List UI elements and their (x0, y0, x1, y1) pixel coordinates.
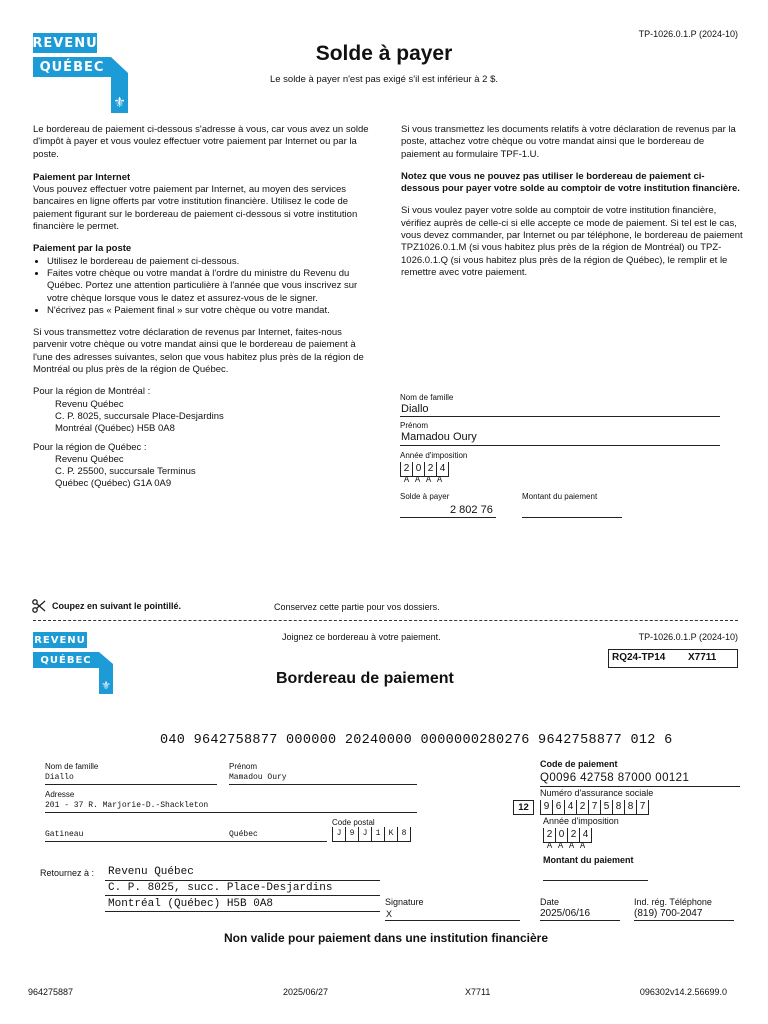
retour-label: Retournez à : (40, 868, 95, 878)
svg-text:⚜: ⚜ (113, 95, 126, 111)
annee-sublabels (401, 475, 445, 484)
slip-nom-label: Nom de famille (45, 762, 99, 771)
internet-heading: Paiement par Internet (33, 171, 131, 183)
code-postal-char: 9 (345, 827, 358, 841)
slip-form-code: TP-1026.0.1.P (2024-10) (638, 632, 738, 642)
annee-digit: 2 (543, 828, 555, 842)
post-bullet: • N'écrivez pas « Paiement final » sur votre chèque ou votre mandat. (47, 305, 373, 317)
date-line (540, 920, 620, 921)
address-line: Québec (Québec) G1A 0A9 (55, 478, 172, 490)
slip-montant-line (543, 880, 648, 881)
nas-digit: 6 (552, 800, 564, 814)
signature-value: X (386, 909, 393, 919)
slip-annee-label: Année d'imposition (543, 816, 619, 826)
prenom-value: Mamadou Oury (401, 431, 477, 443)
date-label: Date (540, 897, 560, 907)
post-bullet: • Faites votre chèque ou votre mandat à l'ordre du ministre du Revenu du Québec. Portez une attention particulière à l'année que vous inscrivez sur votre chèque lorsque vous le datez et assurez-vous de le signer. (47, 268, 373, 305)
signature-label: Signature (385, 897, 424, 907)
nas-digit: 2 (576, 800, 588, 814)
annee-sublabel: A (414, 475, 421, 484)
code-postal-char: 8 (397, 827, 411, 841)
telephone-line (634, 920, 734, 921)
retour-top-rule (105, 880, 380, 881)
logo-quebec: QUÉBEC (33, 57, 111, 77)
solde-value: 2 802 76 (450, 504, 493, 516)
annee-digit: 4 (436, 462, 449, 476)
nas-digit: 8 (624, 800, 636, 814)
code-postal-char: 1 (371, 827, 384, 841)
nom-value: Diallo (401, 403, 429, 415)
ref-code-1: RQ24-TP14 (612, 652, 666, 663)
nas-label: Numéro d'assurance sociale (540, 788, 654, 798)
right-paragraph-2: Notez que vous ne pouvez pas utiliser le bordereau de paiement ci-dessous pour payer votre solde au comptoir de votre institution financière. (401, 170, 740, 195)
slip-nom-value: Diallo (45, 773, 74, 782)
internet-return-text: Si vous transmettez votre déclaration de revenus par Internet, faites-nous parvenir votre chèque ou votre mandat ainsi que le bordereau de paiement à l'une des adresses suivantes, selon que vous habitez plus près de la région de Montréal ou plus près de la région de Québec. (33, 327, 364, 376)
internet-text: Vous pouvez effectuer votre paiement par Internet, au moyen des services bancaires en ligne offerts par votre institution financière. Utilisez le code de paiement figurant sur le bordereau de paiement ci-dessous si votre institution financière le permet. (33, 184, 358, 233)
ref-code-2: X7711 (688, 652, 717, 663)
slip-logo (33, 632, 113, 694)
right-paragraph-3: Si vous voulez payer votre solde au comptoir de votre institution financière, vérifiez auprès de celle-ci si elle accepte ce mode de paiement. Si tel est le cas, vous devez commander, par Internet ou par téléphone, le bordereau de paiement TPZ1026.0.1.M (si vous habitez plus près de la région de Montréal) ou TPZ-1026.0.1.Q (si vous habitez plus près de la région de Québec), le remplir et le remettre avec votre paiement. (401, 205, 743, 278)
retour-line-2: C. P. 8025, succ. Place-Desjardins (108, 882, 333, 894)
prenom-line (400, 445, 720, 446)
join-text: Joignez ce bordereau à votre paiement. (282, 632, 441, 642)
slip-province-value: Québec (229, 830, 258, 839)
retour-line-3: Montréal (Québec) H5B 0A8 (108, 898, 274, 910)
retour-line-1: Revenu Québec (108, 866, 194, 878)
nom-line (400, 416, 720, 417)
page-subtitle: Le solde à payer n'est pas exigé s'il est inférieur à 2 $. (269, 74, 499, 85)
footer-code: X7711 (465, 987, 491, 997)
nas-prefix-box: 12 (513, 800, 534, 815)
address-line: Revenu Québec (55, 453, 124, 465)
svg-text:⚜: ⚜ (101, 679, 111, 692)
intro-text: Le bordereau de paiement ci-dessous s'adresse à vous, car vous avez un solde d'impôt à payer et vous voulez effectuer votre paiement par Internet ou par la poste. (33, 124, 369, 160)
slip-prenom-value: Mamadou Oury (229, 773, 287, 782)
micr-line: 040 9642758877 000000 20240000 0000000280276 9642758877 012 6 (160, 733, 673, 748)
dotted-cut-line (33, 620, 738, 621)
footer-id: 964275887 (28, 987, 74, 997)
logo-revenu: REVENU (33, 632, 87, 648)
solde-label: Solde à payer (400, 492, 450, 501)
annee-digit: 2 (400, 462, 412, 476)
post-heading: Paiement par la poste (33, 243, 132, 255)
slip-ville-line (45, 841, 327, 842)
annee-label: Année d'imposition (400, 451, 468, 460)
montreal-address (33, 399, 373, 436)
nas-digit: 7 (636, 800, 649, 814)
quebec-label: Pour la région de Québec : (33, 441, 147, 453)
nas-digit: 9 (540, 800, 552, 814)
annee-sublabel: A (579, 841, 586, 850)
code-paiement-value: Q0096 42758 87000 00121 (540, 772, 690, 784)
left-column (33, 124, 373, 491)
code-postal-label: Code postal (332, 818, 375, 827)
prenom-label: Prénom (400, 421, 429, 430)
montreal-label: Pour la région de Montréal : (33, 386, 151, 398)
solde-line (400, 517, 496, 518)
slip-reference-box (608, 649, 738, 668)
code-paiement-label: Code de paiement (540, 759, 618, 769)
post-bullet: • Utilisez le bordereau de paiement ci-dessous. (47, 256, 373, 268)
footer-version: 096302v14.2.56699.0 (639, 987, 727, 997)
retour-underline-2 (105, 895, 380, 896)
footer-date: 2025/06/27 (283, 987, 329, 997)
annee-sublabel: A (436, 475, 443, 484)
telephone-value: (819) 700-2047 (634, 908, 703, 919)
annee-sublabel: A (568, 841, 575, 850)
page-title: Solde à payer (315, 42, 453, 65)
nas-digit: 8 (612, 800, 624, 814)
logo-quebec: QUÉBEC (33, 652, 99, 668)
retour-underline-3 (105, 911, 380, 912)
slip-adresse-line (45, 812, 417, 813)
telephone-label: Ind. rég. Téléphone (634, 897, 712, 907)
annee-sublabel: A (403, 475, 410, 484)
form-code: TP-1026.0.1.P (2024-10) (638, 29, 738, 39)
address-line: Revenu Québec (55, 398, 124, 410)
annee-digit: 0 (412, 462, 424, 476)
annee-digit: 0 (555, 828, 567, 842)
annee-digit: 2 (424, 462, 436, 476)
quebec-address (33, 454, 373, 491)
slip-ville-value: Gatineau (45, 830, 84, 839)
montant-line (522, 517, 622, 518)
date-value: 2025/06/16 (540, 908, 591, 919)
nas-digit: 5 (600, 800, 612, 814)
right-paragraph-1: Si vous transmettez les documents relatifs à votre déclaration de revenus par la poste, attachez votre chèque ou votre mandat ainsi que le bordereau de paiement au formulaire TPF-1.U. (401, 124, 736, 160)
code-postal-boxes (332, 827, 411, 842)
slip-annee-sublabels (544, 841, 588, 850)
montant-label: Montant du paiement (522, 492, 598, 501)
nom-label: Nom de famille (400, 393, 454, 402)
code-postal-char: J (358, 827, 371, 841)
fleur-de-lis-icon (99, 652, 113, 694)
slip-prenom-line (229, 784, 417, 785)
annee-sublabel: A (425, 475, 432, 484)
post-bullets (33, 256, 373, 317)
address-line: C. P. 8025, succursale Place-Desjardins (55, 410, 224, 422)
nas-digit: 7 (588, 800, 600, 814)
nas-boxes (540, 800, 649, 815)
keep-label: Conservez cette partie pour vos dossiers. (274, 602, 440, 612)
address-line: C. P. 25500, succursale Terminus (55, 466, 196, 478)
right-column (401, 124, 743, 279)
code-postal-char: K (384, 827, 397, 841)
slip-adresse-label: Adresse (45, 790, 75, 799)
slip-adresse-value: 201 - 37 R. Marjorie-D.-Shackleton (45, 801, 209, 810)
slip-nom-line (45, 784, 217, 785)
cut-label: Coupez en suivant le pointillé. (52, 601, 182, 611)
logo-revenu: REVENU (33, 33, 97, 53)
annee-sublabel: A (546, 841, 553, 850)
annee-sublabel: A (557, 841, 564, 850)
code-paiement-line (540, 786, 740, 787)
nas-digit: 4 (564, 800, 576, 814)
non-valide-notice: Non valide pour paiement dans une institution financière (223, 931, 549, 945)
annee-digit: 2 (567, 828, 579, 842)
code-postal-char: J (332, 827, 345, 841)
slip-title: Bordereau de paiement (276, 670, 454, 687)
scissors-icon (32, 599, 46, 613)
slip-montant-label: Montant du paiement (543, 855, 634, 865)
slip-prenom-label: Prénom (229, 762, 258, 771)
annee-digit: 4 (579, 828, 592, 842)
address-line: Montréal (Québec) H5B 0A8 (55, 423, 175, 435)
signature-line (385, 920, 520, 921)
